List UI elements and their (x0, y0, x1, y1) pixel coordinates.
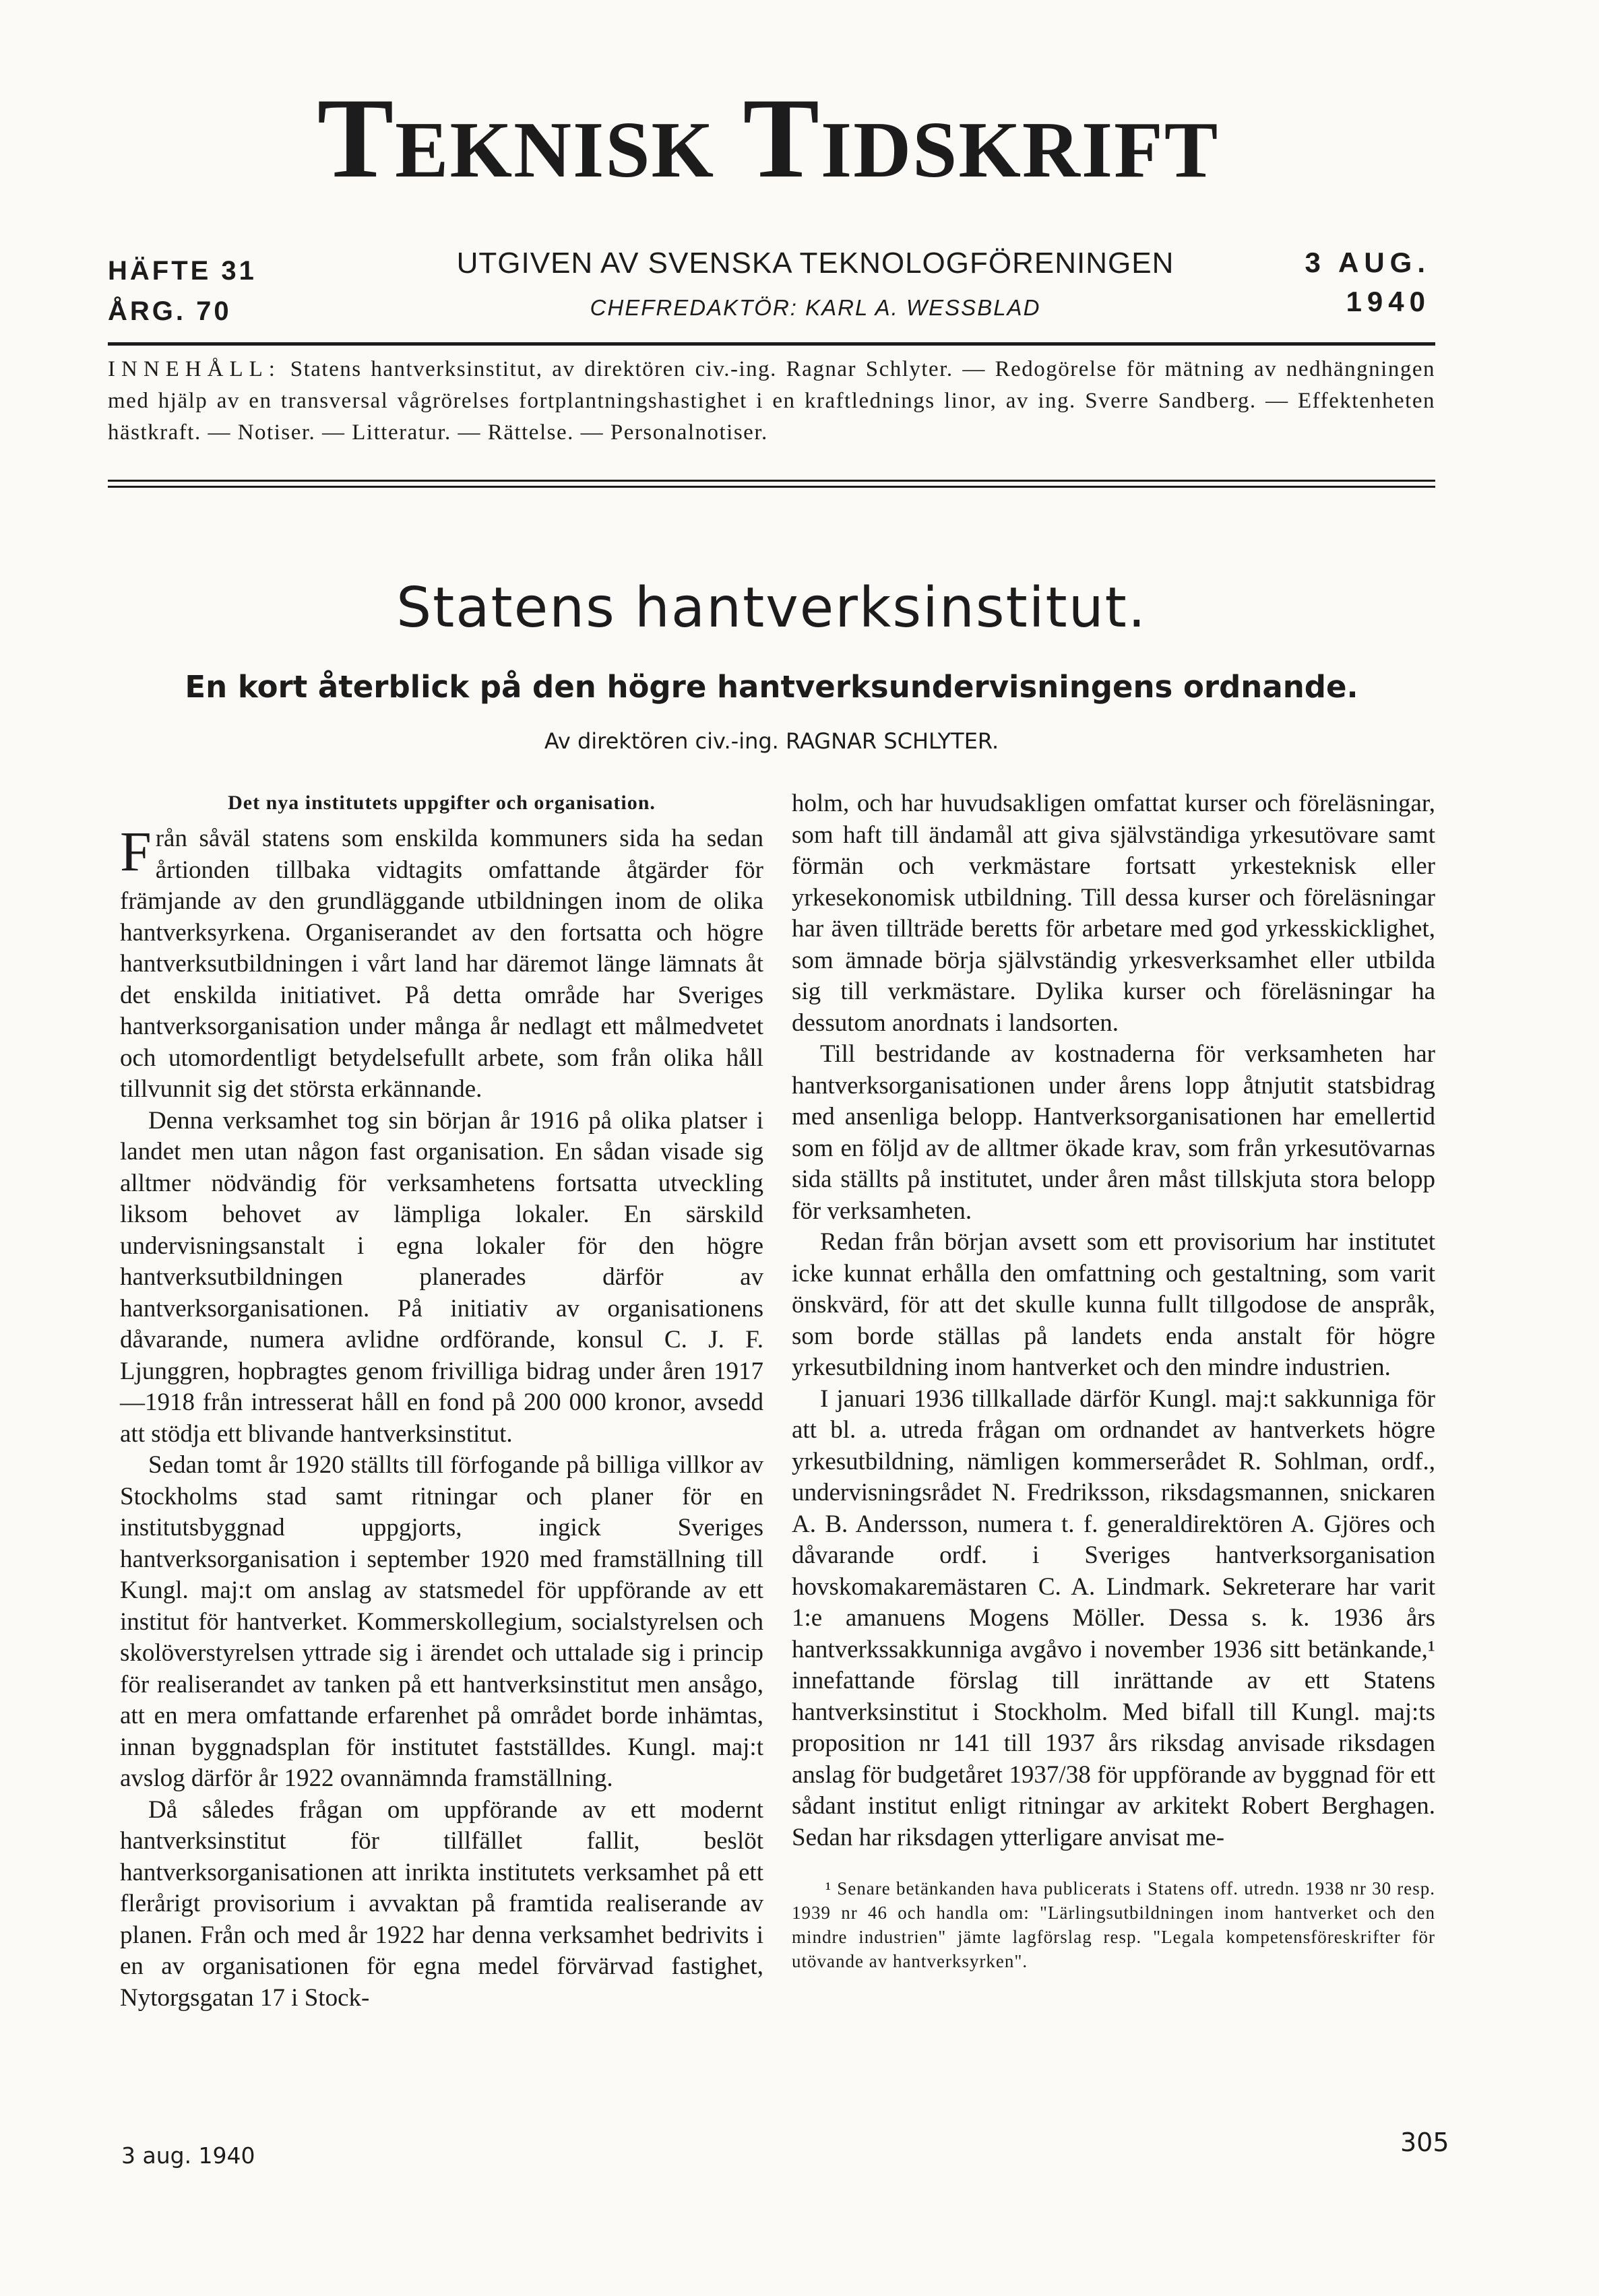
paragraph: I januari 1936 tillkallade därför Kungl. maj:t sakkunniga för att bl. a. utreda frågan om ordnandet av hantverkets högre yrkesutbildning, nämligen kommerserådet R. Sohlman, ordf., undervisningsrådet N. Fredriksson, riksdagsmannen, snickaren A. B. Andersson, numera t. f. generaldirektören A. Gjöres och dåvarande ordf. i Sveriges hantverksorganisation hovskomakaremästaren C. A. Lindmark. Sekreterare har varit 1:e amanuens Mogens Möller. Dessa s. k. 1936 års hantverkssakkunniga avgåvo i november 1936 sitt betänkande,¹ innefattande förslag till inrättande av ett Statens hantverksinstitut i Stockholm. Med bifall till Kungl. maj:ts proposition nr 141 till 1937 års riksdag anvisade riksdagen anslag för budgetåret 1937/38 för uppförande av byggnad för ett sådant institut enligt ritningar av arkitekt Robert Berghagen. Sedan har riksdagen ytterligare anvisat me- (792, 1384, 1435, 1851)
issue-number: HÄFTE 31 (108, 256, 257, 286)
paragraph: Denna verksamhet tog sin början år 1916 på olika platser i landet men utan någon fast organisation. En sådan visade sig alltmer nödvändig för verksamhetens fortsatta utveckling liksom behovet av lämpliga lokaler. En särskild undervisningsanstalt i egna lokaler för den högre hantverksutbildningen planerades därför av hantverksorganisationen. På initiativ av organisationens dåvarande, numera avlidne ordförande, konsul C. J. F. Ljunggren, hopbragtes genom frivilliga bidrag under åren 1917—1918 från intresserat håll en fond på 200 000 kronor, avsedd att stödja ett blivande hantverksinstitut. (120, 1106, 763, 1448)
right-column (792, 788, 1435, 1973)
publisher-line: UTGIVEN AV SVENSKA TEKNOLOGFÖRENINGEN (456, 247, 1174, 280)
paragraph: Sedan tomt år 1920 ställts till förfogande på billiga villkor av Stockholms stad samt ritningar och planer för en institutsbyggnad uppgjorts, ingick Sveriges hantverksorganisation i september 1920 med framställning till Kungl. maj:t om anslag av statsmedel för uppförande av ett institut för hantverket. Kommerskollegium, socialstyrelsen och skolöverstyrelsen yttrade sig i ärendet och uttalade sig i princip för realiserandet av tanken på ett hantverksinstitut men ansågo, att en mera omfattande erfarenhet på området borde inhämtas, innan byggnadsplan för institutet fastställdes. Kungl. maj:t avslog därför år 1922 ovannämnda framställning. (120, 1451, 763, 1792)
paragraph (120, 823, 763, 1106)
paragraph: Redan från början avsett som ett provisorium har institutet icke kunnat erhålla den omfattning och gestaltning, som varit önskvärd, för att det skulle kunna fullt tillgodose de anspråk, som borde ställas på landets enda anstalt för högre yrkesutbildning inom hantverket och den mindre industrien. (792, 1228, 1435, 1381)
masthead-title: Teknisk Tidskrift (317, 75, 1220, 201)
issue-date: 3 AUG. (1305, 247, 1431, 278)
left-column (120, 788, 763, 2014)
section-heading: Det nya institutets uppgifter och organisation. (228, 792, 656, 814)
top-rule (108, 342, 1435, 346)
contents-box (108, 354, 1435, 449)
issue-year: 1940 (1346, 286, 1431, 317)
contents-label: INNEHÅLL: (108, 357, 281, 381)
contents-rule-bottom (108, 486, 1435, 488)
volume-year: ÅRG. 70 (108, 296, 232, 326)
drop-cap: F (120, 821, 152, 883)
editor-line: CHEFREDAKTÖR: KARL A. WESSBLAD (590, 295, 1041, 320)
paragraph: Då således frågan om uppförande av ett modernt hantverksinstitut för tillfället fallit, beslöt hantverksorganisationen att inrikta institutets verksamhet på ett flerårigt provisorium i avvaktan på framtida realiserande av planen. Från och med år 1922 har denna verksamhet bedrivits i en av organisationen för egna medel förvärvad fastighet, Nytorgsgatan 17 i Stock- (120, 1795, 763, 2012)
page-number: 305 (1400, 2128, 1449, 2157)
contents-text: Statens hantverksinstitut, av direktören civ.-ing. Ragnar Schlyter. — Redogörelse för mätning av nedhängningen med hjälp av en transversal vågrörelses fortplantningshastighet i en kraftlednings linor, av ing. Sverre Sandberg. — Effektenheten hästkraft. — Notiser. — Litteratur. — Rättelse. — Personalnotiser. (108, 357, 1435, 445)
footnotes (792, 1876, 1435, 1973)
article-subtitle: En kort återblick på den högre hantverksundervisningens ordnande. (185, 669, 1358, 705)
footer-date: 3 aug. 1940 (121, 2142, 255, 2169)
article-title: Statens hantverksinstitut. (396, 576, 1147, 640)
article-byline: Av direktören civ.-ing. RAGNAR SCHLYTER. (544, 728, 999, 754)
paragraph: Till bestridande av kostnaderna för verksamheten har hantverksorganisationen under årens lopp åtnjutit statsbidrag med ansenliga belopp. Hantverksorganisationen har emellertid som en följd av de alltmer ökade krav, som från yrkesutövarnas sida ställts på institutet, under åren måst tillskjuta stora belopp för verksamheten. (792, 1040, 1435, 1225)
contents-rule-top (108, 480, 1435, 482)
footnote: ¹ Senare betänkanden hava publicerats i Statens off. utredn. 1938 nr 30 resp. 1939 nr 46 och handla om: "Lärlingsutbildningen inom hantverket och den mindre industrien" jämte lagförslag resp. "Legala kompetensföreskrifter för utövande av hantverksyrken". (792, 1878, 1435, 1971)
paragraph-text: rån såväl statens som enskilda kommuners sida ha sedan årtionden tillbaka vidtagits omfattande åtgärder för främjande av den grundläggande utbildningen inom de olika hantverksyrkena. Organiserandet av den fortsatta och högre hantverksutbildningen i vårt land har däremot länge lämnats åt det enskilda initiativet. På detta område har Sveriges hantverksorganisation under många år nedlagt ett målmedvetet och utomordentligt betydelsefullt arbete, som från olika håll tillvunnit sig det största erkännande. (120, 825, 763, 1103)
paragraph: holm, och har huvudsakligen omfattat kurser och föreläsningar, som haft till ändamål att giva självständiga yrkesutövare samt förmän och verkmästare fortsatt yrkesteknisk eller yrkesekonomisk utbildning. Till dessa kurser och föreläsningar har även tillträde beretts för arbetare med god yrkesskicklighet, som ämnade börja självständig yrkesverksamhet eller utbilda sig till verkmästare. Dylika kurser och föreläsningar ha dessutom anordnats i landsorten. (792, 790, 1435, 1037)
